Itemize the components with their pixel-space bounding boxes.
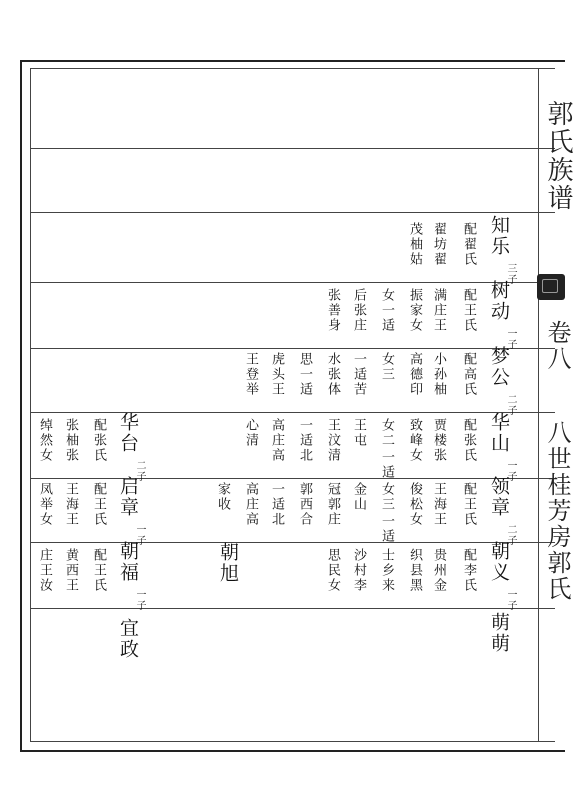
daughters-count: 女三 bbox=[379, 482, 394, 512]
row-divider bbox=[30, 608, 555, 609]
daughter-husband: 张善身 bbox=[325, 288, 340, 333]
row-divider bbox=[30, 212, 555, 213]
descendant-entry: 冠郭庄 bbox=[325, 482, 340, 527]
wife-origin: 满庄王 bbox=[431, 288, 446, 333]
son-name: 宜政 bbox=[117, 618, 139, 660]
descendant-entry: 沙村李 bbox=[351, 548, 366, 593]
wife-label: 配李氏 bbox=[461, 548, 476, 593]
descendant-entry: 心清 bbox=[243, 418, 258, 448]
descendant-entry: 一适 bbox=[379, 450, 394, 480]
son-wife-label: 配王氏 bbox=[91, 548, 106, 593]
row-divider bbox=[30, 478, 555, 479]
son-wife-label: 配张氏 bbox=[91, 418, 106, 463]
wife-label: 配高氏 bbox=[461, 352, 476, 397]
sons-count: 一子 bbox=[505, 589, 516, 611]
row-divider bbox=[30, 282, 555, 283]
descendant-entry: 家收 bbox=[215, 482, 230, 512]
son-sons-count: 一子 bbox=[134, 524, 145, 546]
wife-origin: 贾楼张 bbox=[431, 418, 446, 463]
descendant-entry: 织县黑 bbox=[407, 548, 422, 593]
sons-count: 三子 bbox=[505, 263, 516, 285]
descendant-entry: 思民女 bbox=[325, 548, 340, 593]
descendant-entry: 士乡来 bbox=[379, 548, 394, 593]
descendant-entry: 一适北 bbox=[297, 418, 312, 463]
descendant-entry: 一适苦 bbox=[351, 352, 366, 397]
descendant-entry: 水张体 bbox=[325, 352, 340, 397]
person-name: 朝义 bbox=[488, 541, 510, 583]
descendant-entry: 一适北 bbox=[269, 482, 284, 527]
person-name: 树动 bbox=[488, 280, 510, 322]
son-note: 凤举女 bbox=[37, 482, 52, 527]
sons-count: 二子 bbox=[505, 524, 516, 546]
row-divider bbox=[30, 542, 555, 543]
descendant-entry: 俊松女 bbox=[407, 482, 422, 527]
son-sons-count: 一子 bbox=[134, 589, 145, 611]
daughter-marriage: 后张庄 bbox=[351, 288, 366, 333]
grandson-name: 朝旭 bbox=[217, 542, 239, 584]
descendant-entry: 郭西合 bbox=[297, 482, 312, 527]
row-divider bbox=[30, 148, 555, 149]
spine-divider bbox=[538, 68, 539, 742]
descendant-entry: 王屯 bbox=[351, 418, 366, 448]
wife-label: 配王氏 bbox=[461, 482, 476, 527]
son-wife-origin: 王海王 bbox=[63, 482, 78, 527]
person-name: 知乐 bbox=[488, 215, 510, 257]
person-name: 萌萌 bbox=[488, 612, 510, 654]
son-note: 绰然女 bbox=[37, 418, 52, 463]
inner-border bbox=[30, 68, 555, 742]
sons-count: 二子 bbox=[505, 394, 516, 416]
son-note: 庄王汝 bbox=[37, 548, 52, 593]
person-name: 梦公 bbox=[488, 346, 510, 388]
descendant-entry: 王登举 bbox=[243, 352, 258, 397]
daughters-count: 女二 bbox=[379, 418, 394, 448]
descendant-entry: 王汶清 bbox=[325, 418, 340, 463]
spine-title: 郭氏族谱 bbox=[543, 100, 573, 212]
wife-origin: 翟坊翟 bbox=[431, 222, 446, 267]
descendant-entry: 虎头王 bbox=[269, 352, 284, 397]
row-divider bbox=[30, 348, 555, 349]
fish-tail-emblem-icon bbox=[537, 274, 565, 300]
son-name: 华台 bbox=[117, 412, 139, 454]
son-name: 朝福 bbox=[117, 541, 139, 583]
wife-label: 配王氏 bbox=[461, 288, 476, 333]
row-divider bbox=[30, 412, 555, 413]
spine-branch: 八世桂芳房郭氏 bbox=[543, 420, 571, 602]
spine-volume: 卷八 bbox=[543, 320, 571, 372]
descendant-entry: 金山 bbox=[351, 482, 366, 512]
son-name: 启章 bbox=[117, 476, 139, 518]
descendant-entry: 高庄高 bbox=[269, 418, 284, 463]
descendant-entry: 一适 bbox=[379, 514, 394, 544]
sons-count: 一子 bbox=[505, 460, 516, 482]
daughter-to: 振家女 bbox=[407, 288, 422, 333]
sons-count: 一子 bbox=[505, 328, 516, 350]
descendant-entry: 高德印 bbox=[407, 352, 422, 397]
descendant-entry: 致峰女 bbox=[407, 418, 422, 463]
wife-label: 配张氏 bbox=[461, 418, 476, 463]
son-wife-origin: 张柚张 bbox=[63, 418, 78, 463]
wife-origin: 小孙柚 bbox=[431, 352, 446, 397]
wife-origin: 贵州金 bbox=[431, 548, 446, 593]
wife-origin: 王海王 bbox=[431, 482, 446, 527]
person-name: 领章 bbox=[488, 476, 510, 518]
son-wife-origin: 黄西王 bbox=[63, 548, 78, 593]
daughters-count: 女三 bbox=[379, 352, 394, 382]
son-wife-label: 配王氏 bbox=[91, 482, 106, 527]
wife-label: 配翟氏 bbox=[461, 222, 476, 267]
person-name: 华山 bbox=[488, 412, 510, 454]
descendant-entry: 高庄高 bbox=[243, 482, 258, 527]
page-frame bbox=[20, 60, 565, 752]
descendant-entry: 思一适 bbox=[297, 352, 312, 397]
daughter-label: 女一适 bbox=[379, 288, 394, 333]
daughter-marriage: 茂柚姑 bbox=[407, 222, 422, 267]
son-sons-count: 二子 bbox=[134, 460, 145, 482]
